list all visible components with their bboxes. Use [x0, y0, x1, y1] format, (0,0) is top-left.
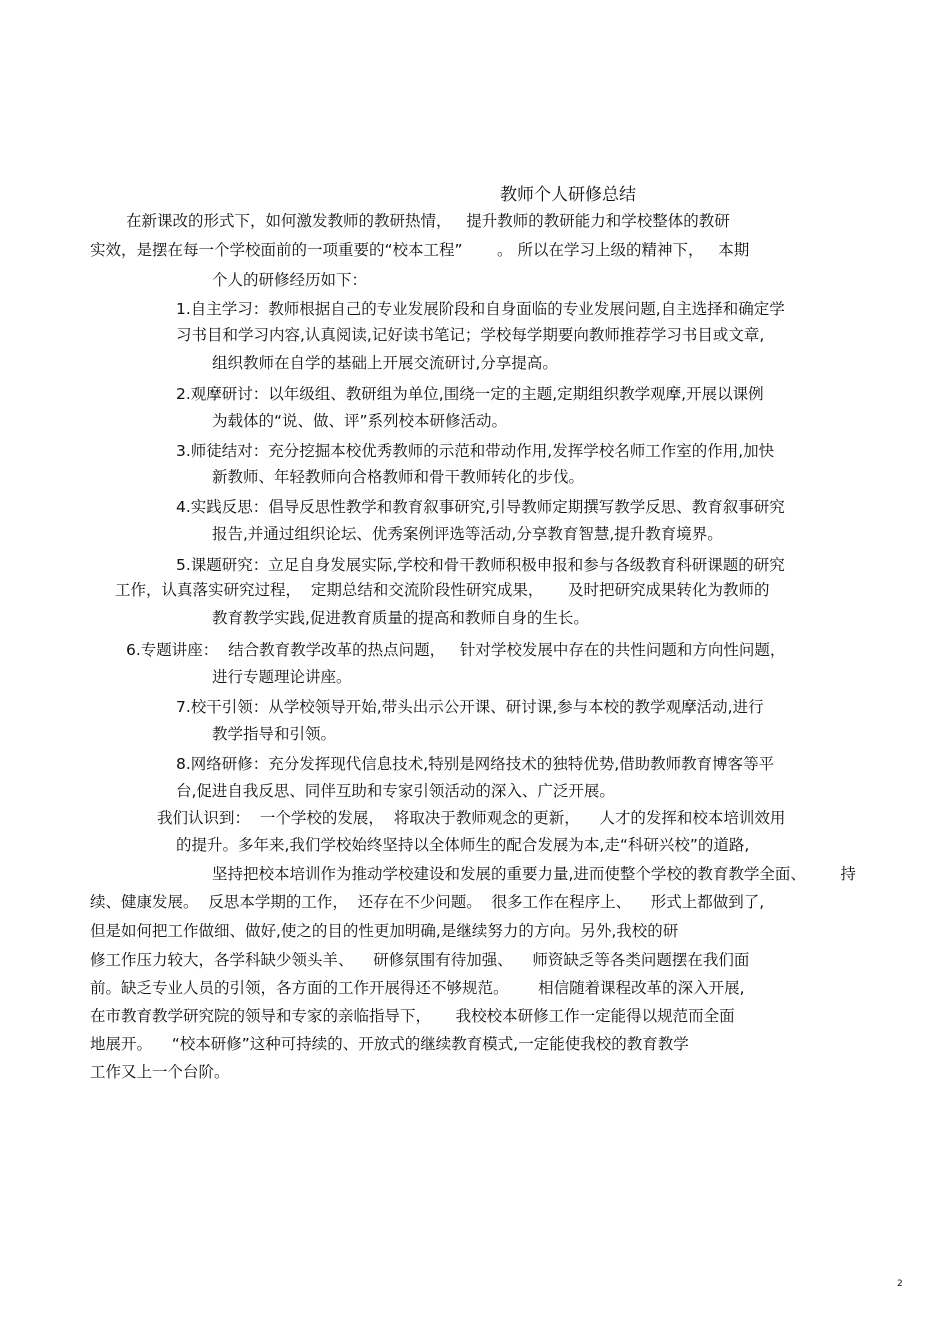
text-line: 8.网络研修：充分发挥现代信息技术,特别是网络技术的独特优势,借助教师教育博客等平: [176, 755, 775, 773]
text-line: 新教师、年轻教师向合格教师和骨干教师转化的步伐。: [212, 468, 585, 486]
text-line: 教育教学实践,促进教育质量的提高和教师自身的生长。: [212, 609, 589, 627]
text-line: 工作，认真落实研究过程， 定期总结和交流阶段性研究成果， 及时把研究成果转化为教师的: [115, 581, 770, 599]
text-line: 但是如何把工作做细、做好,使之的目的性更加明确,是继续努力的方向。另外,我校的研: [90, 922, 679, 940]
text-line: 教学指导和引领。: [212, 725, 337, 743]
text-line: 实效，是摆在每一个学校面前的一项重要的“校本工程” 。 所以在学习上级的精神下， 本期: [90, 241, 750, 259]
text-line: 工作又上一个台阶。: [90, 1063, 230, 1081]
text-line: 坚持把校本培训作为推动学校建设和发展的重要力量,进而使整个学校的教育教学全面、 持: [212, 865, 856, 883]
text-line: 报告,并通过组织论坛、优秀案例评选等活动,分享教育智慧,提升教育境界。: [212, 525, 723, 543]
text-line: 2.观摩研讨：以年级组、教研组为单位,围绕一定的主题,定期组织教学观摩,开展以课例: [176, 385, 764, 403]
text-line: 组织教师在自学的基础上开展交流研讨,分享提高。: [212, 354, 558, 372]
text-line: 7.校干引领：从学校领导开始,带头出示公开课、研讨课,参与本校的教学观摩活动,进行: [176, 698, 764, 716]
text-line: 个人的研修经历如下：: [212, 271, 368, 289]
document-title: 教师个人研修总结: [500, 185, 636, 205]
text-line: 为载体的“说、做、评”系列校本研修活动。: [212, 412, 508, 430]
text-line: 6.专题讲座： 结合教育教学改革的热点问题， 针对学校发展中存在的共性问题和方向性问题，: [126, 641, 786, 659]
text-line: 5.课题研究：立足自身发展实际,学校和骨干教师积极申报和参与各级教育科研课题的研究: [176, 556, 785, 574]
text-line: 台,促进自我反思、同伴互助和专家引领活动的深入、广泛开展。: [176, 782, 615, 800]
text-line: 进行专题理论讲座。: [212, 668, 352, 686]
text-line: 3.师徒结对：充分挖掘本校优秀教师的示范和带动作用,发挥学校名师工作室的作用,加快: [176, 442, 775, 460]
text-line: 的提升。多年来,我们学校始终坚持以全体师生的配合发展为本,走“科研兴校”的道路,: [176, 836, 750, 854]
page-number: 2: [897, 1279, 903, 1289]
text-line: 习书目和学习内容,认真阅读,记好读书笔记；学校每学期要向教师推荐学习书目或文章,: [176, 326, 765, 344]
text-line: 1.自主学习：教师根据自己的专业发展阶段和自身面临的专业发展问题,自主选择和确定学: [176, 300, 785, 318]
text-line: 地展开。 “校本研修”这种可持续的、开放式的继续教育模式,一定能使我校的教育教学: [90, 1035, 689, 1053]
text-line: 续、健康发展。 反思本学期的工作， 还存在不少问题。 很多工作在程序上、 形式上都做到了,: [90, 893, 765, 911]
text-line: 4.实践反思：倡导反思性教学和教育叙事研究,引导教师定期撰写教学反思、教育叙事研究: [176, 498, 785, 516]
text-line: 修工作压力较大，各学科缺少领头羊、 研修氛围有待加强、 师资缺乏等各类问题摆在我们面: [90, 951, 750, 969]
text-line: 我们认识到： 一个学校的发展， 将取决于教师观念的更新， 人才的发挥和校本培训效用: [157, 809, 786, 827]
text-line: 在新课改的形式下，如何激发教师的教研热情， 提升教师的教研能力和学校整体的教研: [126, 212, 730, 230]
text-line: 前。缺乏专业人员的引领，各方面的工作开展得还不够规范。 相信随着课程改革的深入开展,: [90, 979, 745, 997]
text-line: 在市教育教学研究院的领导和专家的亲临指导下， 我校校本研修工作一定能得以规范而全面: [90, 1007, 735, 1025]
